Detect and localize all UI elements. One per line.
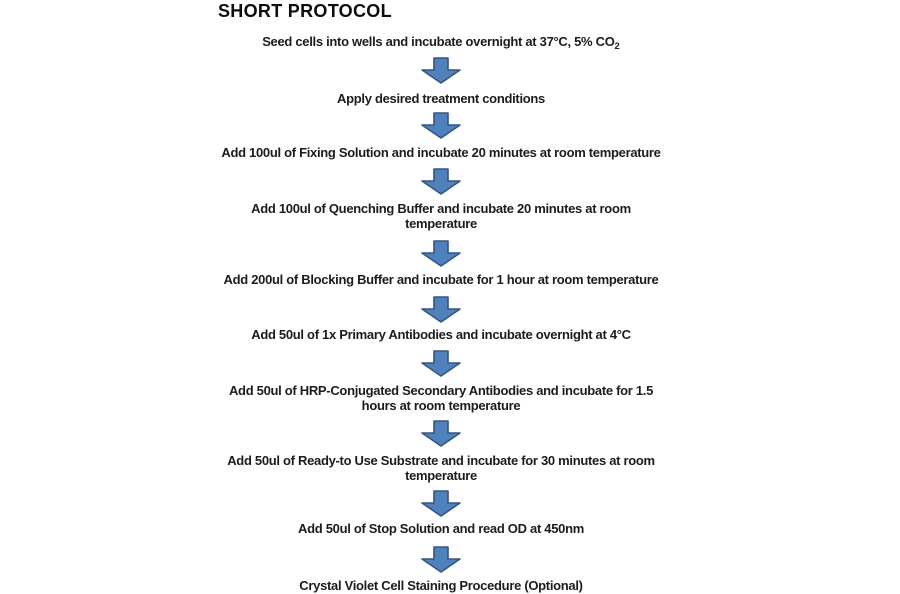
step-text-line	[251, 216, 631, 231]
step-text-content: Add 50ul of Stop Solution and read OD at 450nm	[298, 521, 584, 536]
step-text	[229, 383, 653, 413]
step-text-line	[229, 383, 653, 398]
step-text-line	[337, 91, 545, 106]
step-text	[262, 34, 620, 54]
down-arrow-icon	[421, 350, 461, 377]
step-text-content: Add 50ul of HRP-Conjugated Secondary Antibodies and incubate for 1.5	[228, 383, 654, 398]
step-text-line	[251, 327, 631, 342]
down-arrow-icon	[421, 240, 461, 267]
page-title: SHORT PROTOCOL	[218, 1, 392, 21]
step-text-line	[299, 578, 582, 593]
step-text-line	[221, 145, 660, 160]
step-text-content: Seed cells into wells and incubate overnight at 37°C, 5% CO	[262, 34, 615, 49]
step-text-content: Add 100ul of Fixing Solution and incubate 20 minutes at room temperature	[221, 145, 661, 160]
step-text-line	[224, 272, 659, 287]
down-arrow-icon	[421, 168, 461, 195]
step-text-line	[227, 453, 655, 468]
step-text-line	[298, 521, 584, 536]
down-arrow-icon	[421, 296, 461, 323]
step-text	[224, 272, 659, 287]
step-text	[251, 327, 631, 342]
step-text-content: temperature	[405, 216, 477, 231]
step-text	[227, 453, 655, 483]
step-text-line	[229, 398, 653, 413]
step-text-line	[262, 34, 620, 54]
down-arrow-icon	[421, 112, 461, 139]
step-text-content: Add 50ul of Ready-to Use Substrate and incubate for 30 minutes at room	[227, 453, 655, 468]
down-arrow-icon	[421, 57, 461, 84]
step-text-content: Add 200ul of Blocking Buffer and incubate for 1 hour at room temperature	[223, 272, 659, 287]
down-arrow-icon	[421, 546, 461, 573]
step-text-content: Add 100ul of Quenching Buffer and incubate 20 minutes at room	[251, 201, 631, 216]
step-text-content: temperature	[405, 468, 477, 483]
step-text	[251, 201, 631, 231]
step-text	[221, 145, 660, 160]
step-text-content: hours at room temperature	[361, 398, 521, 413]
step-text-content: Add 50ul of 1x Primary Antibodies and incubate overnight at 4°C	[251, 327, 631, 342]
step-text-line	[227, 468, 655, 483]
step-text-content: Apply desired treatment conditions	[337, 91, 545, 106]
step-text	[299, 578, 582, 593]
step-text-line	[251, 201, 631, 216]
subscript-text: 2	[614, 41, 620, 52]
down-arrow-icon	[421, 490, 461, 517]
step-text-content: Crystal Violet Cell Staining Procedure (Optional)	[299, 578, 583, 593]
down-arrow-icon	[421, 420, 461, 447]
step-text	[337, 91, 545, 106]
step-text	[298, 521, 584, 536]
